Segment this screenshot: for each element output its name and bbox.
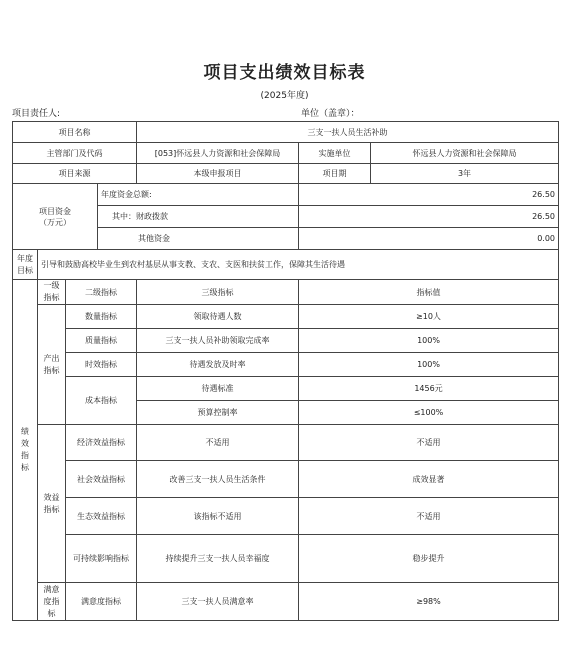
ecological-label: 生态效益指标 [66,498,137,535]
social-label: 社会效益指标 [66,461,137,498]
sustainable-value: 稳步提升 [299,535,559,583]
funds-total-label: 年度资金总额: [98,184,299,206]
funds-other-label: 其他资金 [98,228,299,250]
funds-label: 项目资金 （万元） [13,184,98,250]
header-level2: 二级指标 [66,280,137,305]
ecological-value: 不适用 [299,498,559,535]
funds-total-value: 26.50 [299,184,559,206]
cost-standard-name: 待遇标准 [137,377,299,401]
satisfaction-indicator-label: 满意度指标 [38,583,66,621]
satisfaction-sub-label: 满意度指标 [66,583,137,621]
header-level1: 一级指标 [38,280,66,305]
timeliness-name: 待遇发放及时率 [137,353,299,377]
timeliness-value: 100% [299,353,559,377]
page-title: 项目支出绩效目标表 [203,63,366,83]
quantity-name: 领取待遇人数 [137,305,299,329]
social-name: 改善三支一扶人员生活条件 [137,461,299,498]
responsible-label: 项目责任人: [12,109,61,119]
economic-label: 经济效益指标 [66,425,137,461]
dept-label: 主管部门及代码 [13,143,137,164]
dept-value: [053]怀远县人力资源和社会保障局 [137,143,299,164]
quantity-label: 数量指标 [66,305,137,329]
satisfaction-name: 三支一扶人员满意率 [137,583,299,621]
period-value: 3年 [371,164,559,184]
ecological-name: 该指标不适用 [137,498,299,535]
funds-other-value: 0.00 [299,228,559,250]
timeliness-label: 时效指标 [66,353,137,377]
quality-value: 100% [299,329,559,353]
annual-goal-label: 年度目标 [13,250,38,280]
funds-fiscal-value: 26.50 [299,206,559,228]
funds-fiscal-label: 其中：财政拨款 [98,206,299,228]
source-label: 项目来源 [13,164,137,184]
quality-label: 质量指标 [66,329,137,353]
performance-table [12,121,559,621]
project-name: 三支一扶人员生活补助 [137,122,559,143]
quantity-value: ≥10人 [299,305,559,329]
impl-value: 怀远县人力资源和社会保障局 [371,143,559,164]
cost-standard-value: 1456元 [299,377,559,401]
budget-control-value: ≤100% [299,401,559,425]
cost-label: 成本指标 [66,377,137,425]
budget-control-name: 预算控制率 [137,401,299,425]
benefit-indicator-label: 效益指标 [38,425,66,583]
sustainable-name: 持续提升三支一扶人员幸福度 [137,535,299,583]
sustainable-label: 可持续影响指标 [66,535,137,583]
output-indicator-label: 产出指标 [38,305,66,425]
annual-goal-text: 引导和鼓励高校毕业生到农村基层从事支教、支农、支医和扶贫工作，保障其生活待遇 [38,250,559,280]
economic-value: 不适用 [299,425,559,461]
project-name-label: 项目名称 [13,122,137,143]
period-label: 项目期 [299,164,371,184]
header-level3: 三级指标 [137,280,299,305]
source-value: 本级申报项目 [137,164,299,184]
impl-label: 实施单位 [299,143,371,164]
unit-label: 单位（盖章）： [301,109,360,119]
header-value: 指标值 [299,280,559,305]
indicators-section-label: 绩效指标 [13,280,38,621]
year-label: (2025年度) [260,91,309,101]
economic-name: 不适用 [137,425,299,461]
social-value: 成效显著 [299,461,559,498]
quality-name: 三支一扶人员补助领取完成率 [137,329,299,353]
satisfaction-value: ≥98% [299,583,559,621]
